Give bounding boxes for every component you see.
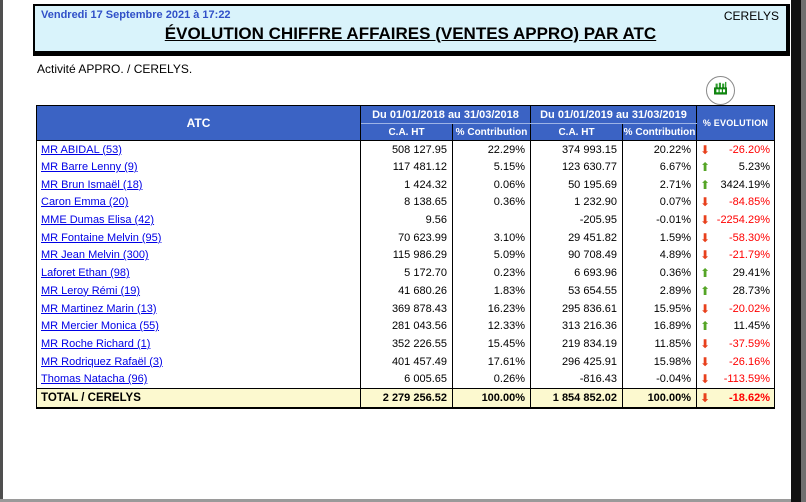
evolution-value: -58.30% bbox=[729, 231, 770, 244]
contribution-2018-value: 1.83% bbox=[453, 282, 531, 300]
contribution-2018-value: 0.06% bbox=[453, 176, 531, 194]
column-header-contribution-2018: % Contribution bbox=[453, 124, 531, 141]
total-row bbox=[37, 388, 775, 408]
ca-ht-2019-value: 296 425.91 bbox=[531, 353, 623, 371]
table-row bbox=[37, 247, 775, 265]
atc-link[interactable]: MR Jean Melvin (300) bbox=[41, 249, 149, 262]
evolution-value: -26.16% bbox=[729, 355, 770, 368]
evolution-value: 3424.19% bbox=[720, 178, 770, 191]
trend-down-icon bbox=[700, 373, 710, 385]
evolution-table bbox=[36, 105, 775, 409]
activity-subtitle: Activité APPRO. / CERELYS. bbox=[37, 62, 193, 76]
ca-ht-2019-value: 295 836.61 bbox=[531, 300, 623, 318]
atc-link[interactable]: MR Roche Richard (1) bbox=[41, 337, 151, 350]
atc-link[interactable]: MR Barre Lenny (9) bbox=[41, 161, 138, 174]
report-header-banner bbox=[33, 4, 790, 56]
contribution-2018-value: 0.23% bbox=[453, 264, 531, 282]
atc-link[interactable]: Laforet Ethan (98) bbox=[41, 267, 130, 280]
window-right-edge bbox=[791, 0, 801, 502]
contribution-2018-value: 0.36% bbox=[453, 194, 531, 212]
column-header-contribution-2019: % Contribution bbox=[623, 124, 697, 141]
contribution-2018-value: 22.29% bbox=[453, 141, 531, 159]
contribution-2019-value: 2.89% bbox=[623, 282, 697, 300]
column-header-period-2018: Du 01/01/2018 au 31/03/2018 bbox=[361, 106, 531, 124]
total-label: TOTAL / CERELYS bbox=[37, 388, 361, 408]
ca-ht-2019-value: 29 451.82 bbox=[531, 229, 623, 247]
trend-up-icon bbox=[700, 320, 710, 332]
contribution-2019-value: 1.59% bbox=[623, 229, 697, 247]
ca-ht-2018-value: 41 680.26 bbox=[361, 282, 453, 300]
trend-down-icon bbox=[700, 338, 710, 350]
contribution-2019-value: 11.85% bbox=[623, 335, 697, 353]
table-row bbox=[37, 176, 775, 194]
evolution-value: -113.59% bbox=[723, 373, 770, 386]
evolution-value: 5.23% bbox=[738, 161, 770, 174]
contribution-2019-value: 2.71% bbox=[623, 176, 697, 194]
total-contribution-2018: 100.00% bbox=[453, 388, 531, 408]
ca-ht-2019-value: 50 195.69 bbox=[531, 176, 623, 194]
evolution-value: -2254.29% bbox=[716, 214, 770, 227]
atc-link[interactable]: MR ABIDAL (53) bbox=[41, 143, 122, 156]
trend-up-icon bbox=[700, 179, 710, 191]
contribution-2019-value: 4.89% bbox=[623, 247, 697, 265]
contribution-2019-value: -0.04% bbox=[623, 370, 697, 388]
ca-ht-2019-value: 313 216.36 bbox=[531, 317, 623, 335]
contribution-2019-value: 20.22% bbox=[623, 141, 697, 159]
column-header-atc: ATC bbox=[37, 106, 361, 141]
contribution-2018-value: 3.10% bbox=[453, 229, 531, 247]
evolution-value: -84.85% bbox=[729, 196, 770, 209]
table-row bbox=[37, 300, 775, 318]
ca-ht-2018-value: 352 226.55 bbox=[361, 335, 453, 353]
evolution-value: -21.79% bbox=[729, 249, 770, 262]
contribution-2019-value: -0.01% bbox=[623, 211, 697, 229]
ca-ht-2018-value: 117 481.12 bbox=[361, 158, 453, 176]
page-title: ÉVOLUTION CHIFFRE AFFAIRES (VENTES APPRO) PAR ATC bbox=[164, 24, 657, 43]
trend-down-icon bbox=[700, 303, 710, 315]
contribution-2019-value: 15.98% bbox=[623, 353, 697, 371]
table-row bbox=[37, 353, 775, 371]
ca-ht-2019-value: 374 993.15 bbox=[531, 141, 623, 159]
table-row bbox=[37, 141, 775, 159]
table-row bbox=[37, 211, 775, 229]
table-row bbox=[37, 370, 775, 388]
contribution-2019-value: 6.67% bbox=[623, 158, 697, 176]
trend-down-icon bbox=[700, 356, 710, 368]
atc-link[interactable]: MR Brun Ismaël (18) bbox=[41, 178, 143, 191]
evolution-value: 11.45% bbox=[733, 320, 770, 333]
evolution-value: -37.59% bbox=[729, 337, 770, 350]
table-row bbox=[37, 229, 775, 247]
ca-ht-2018-value: 401 457.49 bbox=[361, 353, 453, 371]
table-row bbox=[37, 194, 775, 212]
contribution-2018-value: 15.45% bbox=[453, 335, 531, 353]
trend-down-icon bbox=[700, 144, 710, 156]
trend-down-icon bbox=[700, 392, 710, 404]
atc-link[interactable]: MR Leroy Rémi (19) bbox=[41, 284, 141, 297]
trend-down-icon bbox=[700, 249, 710, 261]
window-left-edge bbox=[0, 0, 3, 502]
ca-ht-2018-value: 115 986.29 bbox=[361, 247, 453, 265]
report-datetime: Vendredi 17 Septembre 2021 à 17:22 bbox=[41, 9, 231, 21]
total-evolution-value: -18.62% bbox=[729, 391, 770, 404]
contribution-2019-value: 16.89% bbox=[623, 317, 697, 335]
atc-link[interactable]: Caron Emma (20) bbox=[41, 196, 129, 209]
contribution-2019-value: 0.07% bbox=[623, 194, 697, 212]
trend-up-icon bbox=[700, 161, 710, 173]
ca-ht-2018-value: 369 878.43 bbox=[361, 300, 453, 318]
total-contribution-2019: 100.00% bbox=[623, 388, 697, 408]
trend-down-icon bbox=[700, 196, 710, 208]
table-row bbox=[37, 282, 775, 300]
ca-ht-2019-value: 123 630.77 bbox=[531, 158, 623, 176]
contribution-2018-value bbox=[453, 211, 531, 229]
ca-ht-2018-value: 9.56 bbox=[361, 211, 453, 229]
total-ca-2019: 1 854 852.02 bbox=[531, 388, 623, 408]
evolution-value: -26.20% bbox=[729, 143, 770, 156]
contribution-2019-value: 15.95% bbox=[623, 300, 697, 318]
ca-ht-2018-value: 508 127.95 bbox=[361, 141, 453, 159]
atc-link[interactable]: MR Fontaine Melvin (95) bbox=[41, 231, 162, 244]
print-report-button[interactable] bbox=[706, 76, 735, 105]
contribution-2018-value: 0.26% bbox=[453, 370, 531, 388]
ca-ht-2018-value: 281 043.56 bbox=[361, 317, 453, 335]
ca-ht-2018-value: 5 172.70 bbox=[361, 264, 453, 282]
table-row bbox=[37, 158, 775, 176]
trend-up-icon bbox=[700, 285, 710, 297]
trend-down-icon bbox=[700, 232, 710, 244]
ca-ht-2018-value: 8 138.65 bbox=[361, 194, 453, 212]
contribution-2018-value: 17.61% bbox=[453, 353, 531, 371]
evolution-value: -20.02% bbox=[729, 302, 770, 315]
atc-link[interactable]: MR Martinez Marin (13) bbox=[41, 302, 157, 315]
atc-link[interactable]: MR Mercier Monica (55) bbox=[41, 320, 159, 333]
contribution-2018-value: 12.33% bbox=[453, 317, 531, 335]
column-header-evolution: % EVOLUTION bbox=[697, 106, 775, 141]
ca-ht-2018-value: 1 424.32 bbox=[361, 176, 453, 194]
atc-link[interactable]: MR Rodriquez Rafaël (3) bbox=[41, 355, 163, 368]
total-ca-2018: 2 279 256.52 bbox=[361, 388, 453, 408]
ca-ht-2019-value: -816.43 bbox=[531, 370, 623, 388]
ca-ht-2018-value: 70 623.99 bbox=[361, 229, 453, 247]
print-report-icon bbox=[709, 77, 732, 105]
ca-ht-2018-value: 6 005.65 bbox=[361, 370, 453, 388]
evolution-value: 29.41% bbox=[732, 267, 770, 280]
contribution-2018-value: 16.23% bbox=[453, 300, 531, 318]
table-row bbox=[37, 317, 775, 335]
ca-ht-2019-value: 1 232.90 bbox=[531, 194, 623, 212]
atc-link[interactable]: Thomas Natacha (96) bbox=[41, 373, 148, 386]
ca-ht-2019-value: 219 834.19 bbox=[531, 335, 623, 353]
atc-link[interactable]: MME Dumas Elisa (42) bbox=[41, 214, 155, 227]
contribution-2018-value: 5.15% bbox=[453, 158, 531, 176]
column-header-ca-2019: C.A. HT bbox=[531, 124, 623, 141]
contribution-2019-value: 0.36% bbox=[623, 264, 697, 282]
ca-ht-2019-value: -205.95 bbox=[531, 211, 623, 229]
ca-ht-2019-value: 90 708.49 bbox=[531, 247, 623, 265]
evolution-value: 28.73% bbox=[732, 284, 770, 297]
trend-up-icon bbox=[700, 267, 710, 279]
column-header-ca-2018: C.A. HT bbox=[361, 124, 453, 141]
ca-ht-2019-value: 53 654.55 bbox=[531, 282, 623, 300]
company-name: CERELYS bbox=[723, 9, 779, 23]
table-row bbox=[37, 335, 775, 353]
contribution-2018-value: 5.09% bbox=[453, 247, 531, 265]
column-header-period-2019: Du 01/01/2019 au 31/03/2019 bbox=[531, 106, 697, 124]
ca-ht-2019-value: 6 693.96 bbox=[531, 264, 623, 282]
window-right-frame bbox=[801, 0, 806, 502]
table-row bbox=[37, 264, 775, 282]
trend-down-icon bbox=[700, 214, 710, 226]
